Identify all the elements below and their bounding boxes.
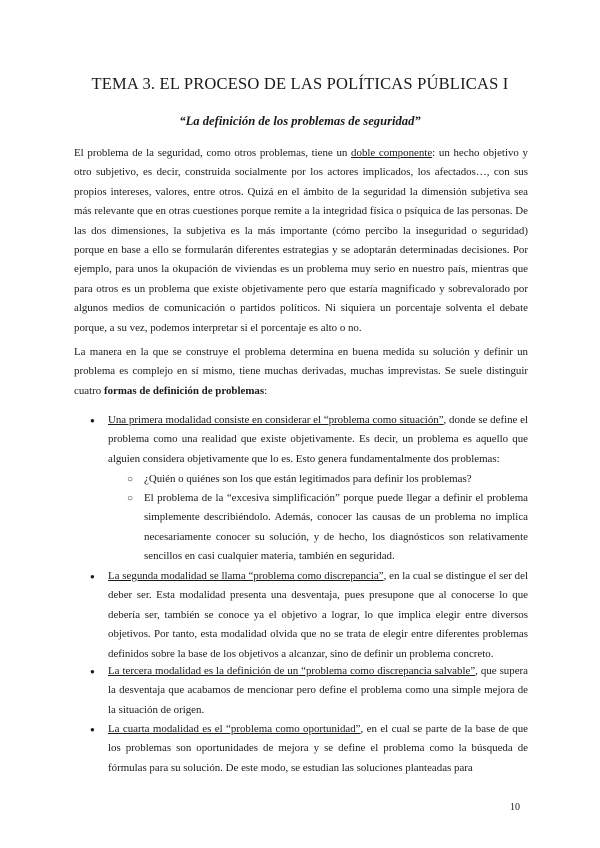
paragraph-doble-componente bbox=[74, 144, 528, 338]
list-item bbox=[90, 662, 528, 720]
paragraph-formas-definicion bbox=[74, 343, 528, 401]
paragraph-text: : bbox=[264, 384, 268, 397]
sub-list-item-text: El problema de la “excesiva simplificación” porque puede llegar a definir el problema simplemente describiéndolo. Además, conocer las causas de un problema no implica necesariamente conocer su solución, y de hecho, los diagnósticos son relativamente sencillos en casi cualquier materia, también en seguridad. bbox=[144, 492, 528, 563]
sub-list-item-text: ¿Quién o quiénes son los que están legitimados para definir los problemas? bbox=[144, 473, 472, 485]
list-item-text: , donde se define el problema como una realidad que existe objetivamente. Es decir, un problema es aquello que alguien considera objetivamente que lo es. Esto genera fundamentalmente dos problemas: bbox=[108, 414, 528, 465]
page-subtitle: “La definición de los problemas de seguridad” bbox=[179, 114, 421, 128]
list-item bbox=[90, 411, 528, 469]
hollow-bullet-icon: ○ bbox=[127, 474, 134, 485]
bullet-icon: ● bbox=[90, 725, 95, 734]
list-item-heading: Una primera modalidad consiste en considerar el “problema como situación” bbox=[108, 414, 444, 426]
page-number: 10 bbox=[510, 802, 520, 813]
bullet-icon: ● bbox=[90, 667, 95, 676]
sub-list-item bbox=[127, 470, 528, 489]
list-item bbox=[90, 720, 528, 778]
sub-list-item bbox=[127, 489, 528, 567]
list-item bbox=[90, 567, 528, 664]
list-item-heading: La segunda modalidad se llama “problema como discrepancia” bbox=[108, 570, 384, 582]
bullet-icon: ● bbox=[90, 572, 95, 581]
bullet-icon: ● bbox=[90, 416, 95, 425]
page-title: TEMA 3. EL PROCESO DE LAS POLÍTICAS PÚBLICAS I bbox=[91, 74, 509, 93]
list-item-heading: La cuarta modalidad es el “problema como oportunidad” bbox=[108, 723, 361, 735]
bold-term: formas de definición de problemas bbox=[103, 384, 265, 397]
paragraph-text: La manera en la que se construye el problema determina en buena medida su solución y definir un problema es complejo en sí mismo, tiene muchas derivadas, muchas imprevistas. Se suele distinguir cuatro bbox=[74, 346, 528, 397]
list-item-heading: La tercera modalidad es la definición de un “problema como discrepancia salvable” bbox=[108, 665, 476, 677]
hollow-bullet-icon: ○ bbox=[127, 493, 134, 504]
list-item-text: , en el cual se parte de la base de que los problemas son oportunidades de mejora y se define el problema como la búsqueda de fórmulas para su solución. De este modo, se estudian las soluciones planteadas para bbox=[108, 723, 528, 774]
list-item-text: , que supera la desventaja que acabamos de mencionar pero define el problema como una simple mejora de la situación de origen. bbox=[108, 665, 528, 716]
underlined-term: doble componente bbox=[351, 147, 433, 159]
list-item-text: , en la cual se distingue el ser del deber ser. Esta modalidad presenta una desventaja, pues presupone que al conocerse lo que debería ser, también se conoce ya el objetivo a lograr, lo que implica elegir entre diversos objetivos. Por tanto, esta modalidad olvida que no se trata de elegir entre diferentes problemas definidos sobre la base de los objetivos a alcanzar, sino de definir un problema concreto. bbox=[108, 570, 528, 660]
paragraph-text: : un hecho objetivo y otro subjetivo, es decir, construida socialmente por los actores implicados, los afectados…, con sus propios intereses, valores, entre otros. Quizá en el ámbito de la seguridad la dimensión subjetiva sea más relevante que en otras cuestiones porque remite a la integridad física o psíquica de las personas. De las dos dimensiones, la subjetiva es la más importante (cómo percibo la inseguridad o seguridad) porque en base a ello se formularán diferentes estrategias y se adoptarán determinadas decisiones. Por ejemplo, para unos la okupación de viviendas es un problema muy serio en nuestro país, mientras que para otros es un problema que existe objetivamente pero que estaría magnificado y sobrevalorado por algunos medios de comunicación o partidos políticos. Ni siquiera un porcentaje solventa el debate porque, a su vez, podemos interpretar si el porcentaje es alto o no. bbox=[74, 147, 528, 334]
paragraph-text: El problema de la seguridad, como otros problemas, tiene un bbox=[74, 147, 352, 159]
